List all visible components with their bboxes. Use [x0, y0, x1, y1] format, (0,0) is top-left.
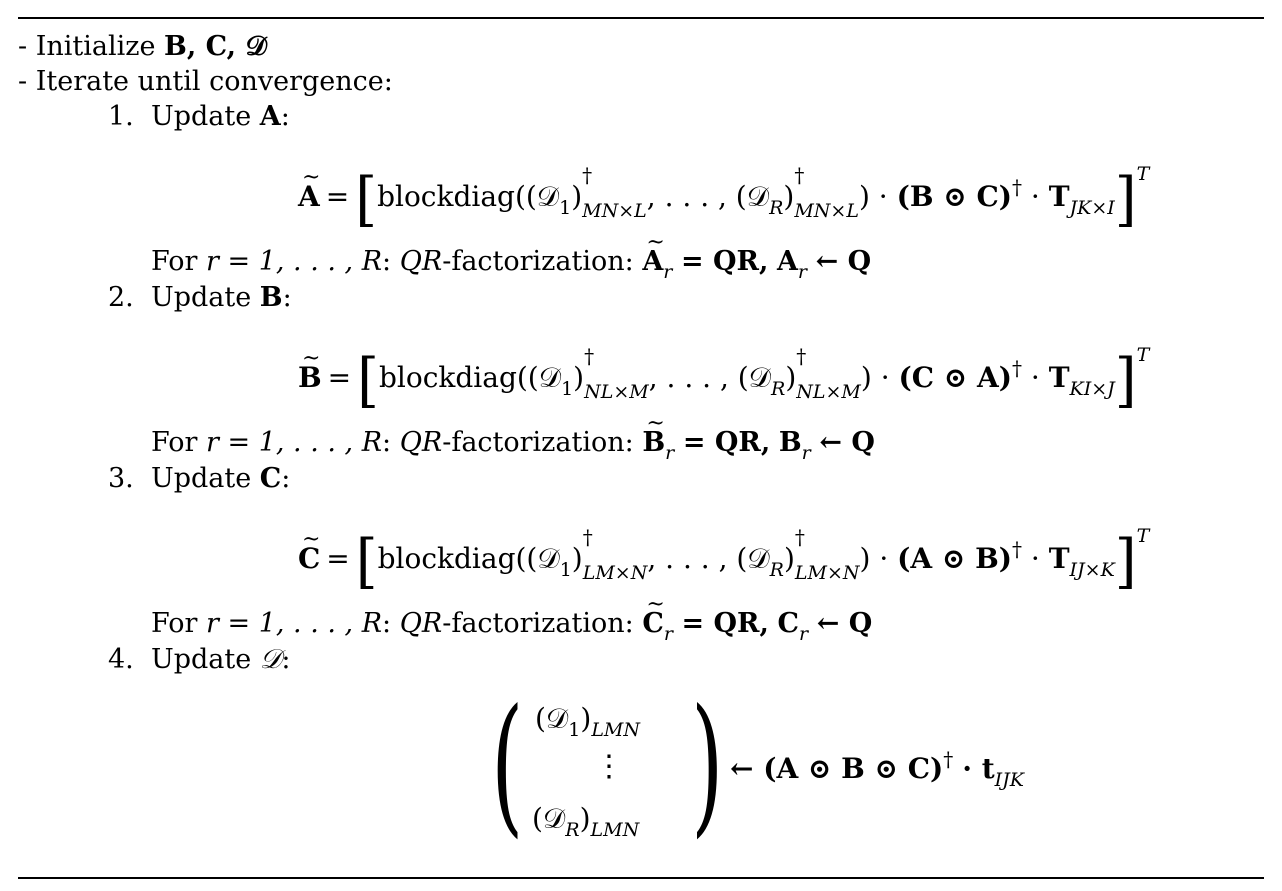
right-paren: ) [691, 678, 724, 852]
matrix-bottom-entry: $(𝒟_R)_{LMN}$ [532, 802, 640, 841]
step-3: 3. Update C: [108, 463, 291, 494]
top-rule [18, 17, 1264, 19]
qr-line-b: For r = 1, . . . , R: QR-factorization: ~ $B_r$ = QR, $B_r$ ← Q [151, 429, 875, 463]
bottom-rule [18, 877, 1264, 879]
iterate-line: - Iterate until convergence: [18, 66, 393, 97]
update-d-rhs: ← (A ⊙ B ⊙ $C)^\dagger \cdot t_{IJK}$ [730, 747, 1024, 791]
equation-b-tilde: ~ B = [blockdiag((𝒟$_1$) † $_{NL\times M}$, . . . , (𝒟$_R$) † $_{NL\times M}$) · (C ⊙ $A)^\dagger \cdot T_{KI\times J}]^T$ [298, 353, 1149, 409]
matrix-top-entry: $(𝒟_1)_{LMN}$ [535, 702, 641, 741]
matrix-vdots: ⋮ [594, 749, 624, 784]
step-1: 1. Update A: [108, 101, 290, 132]
initialize-vars: B, C, 𝒟 [164, 31, 268, 62]
step-2: 2. Update B: [108, 282, 292, 313]
equation-c-tilde: ~ C = [blockdiag((𝒟$_1$) † $_{LM\times N}$, . . . , (𝒟$_R$) † $_{LM\times N}$) · (A ⊙ $B)^\dagger \cdot T_{IJ\times K}]^T$ [298, 534, 1149, 590]
qr-line-a: For r = 1, . . . , R: QR-factorization: ~ $A_r$ = QR, $A_r$ ← Q [151, 248, 871, 282]
qr-line-c: For r = 1, . . . , R: QR-factorization: ~ $C_r$ = QR, $C_r$ ← Q [151, 610, 872, 644]
left-paren: ( [491, 678, 524, 852]
initialize-line: - Initialize B, C, 𝒟 [18, 31, 268, 62]
step-4: 4. Update 𝒟: [108, 644, 291, 675]
equation-a-tilde: ~ A = [blockdiag((𝒟$_1$) † $_{MN\times L}$, . . . , (𝒟$_R$) † $_{MN\times L}$) · (B ⊙ $C)^\dagger \cdot T_{JK\times I}]^T$ [298, 172, 1149, 228]
